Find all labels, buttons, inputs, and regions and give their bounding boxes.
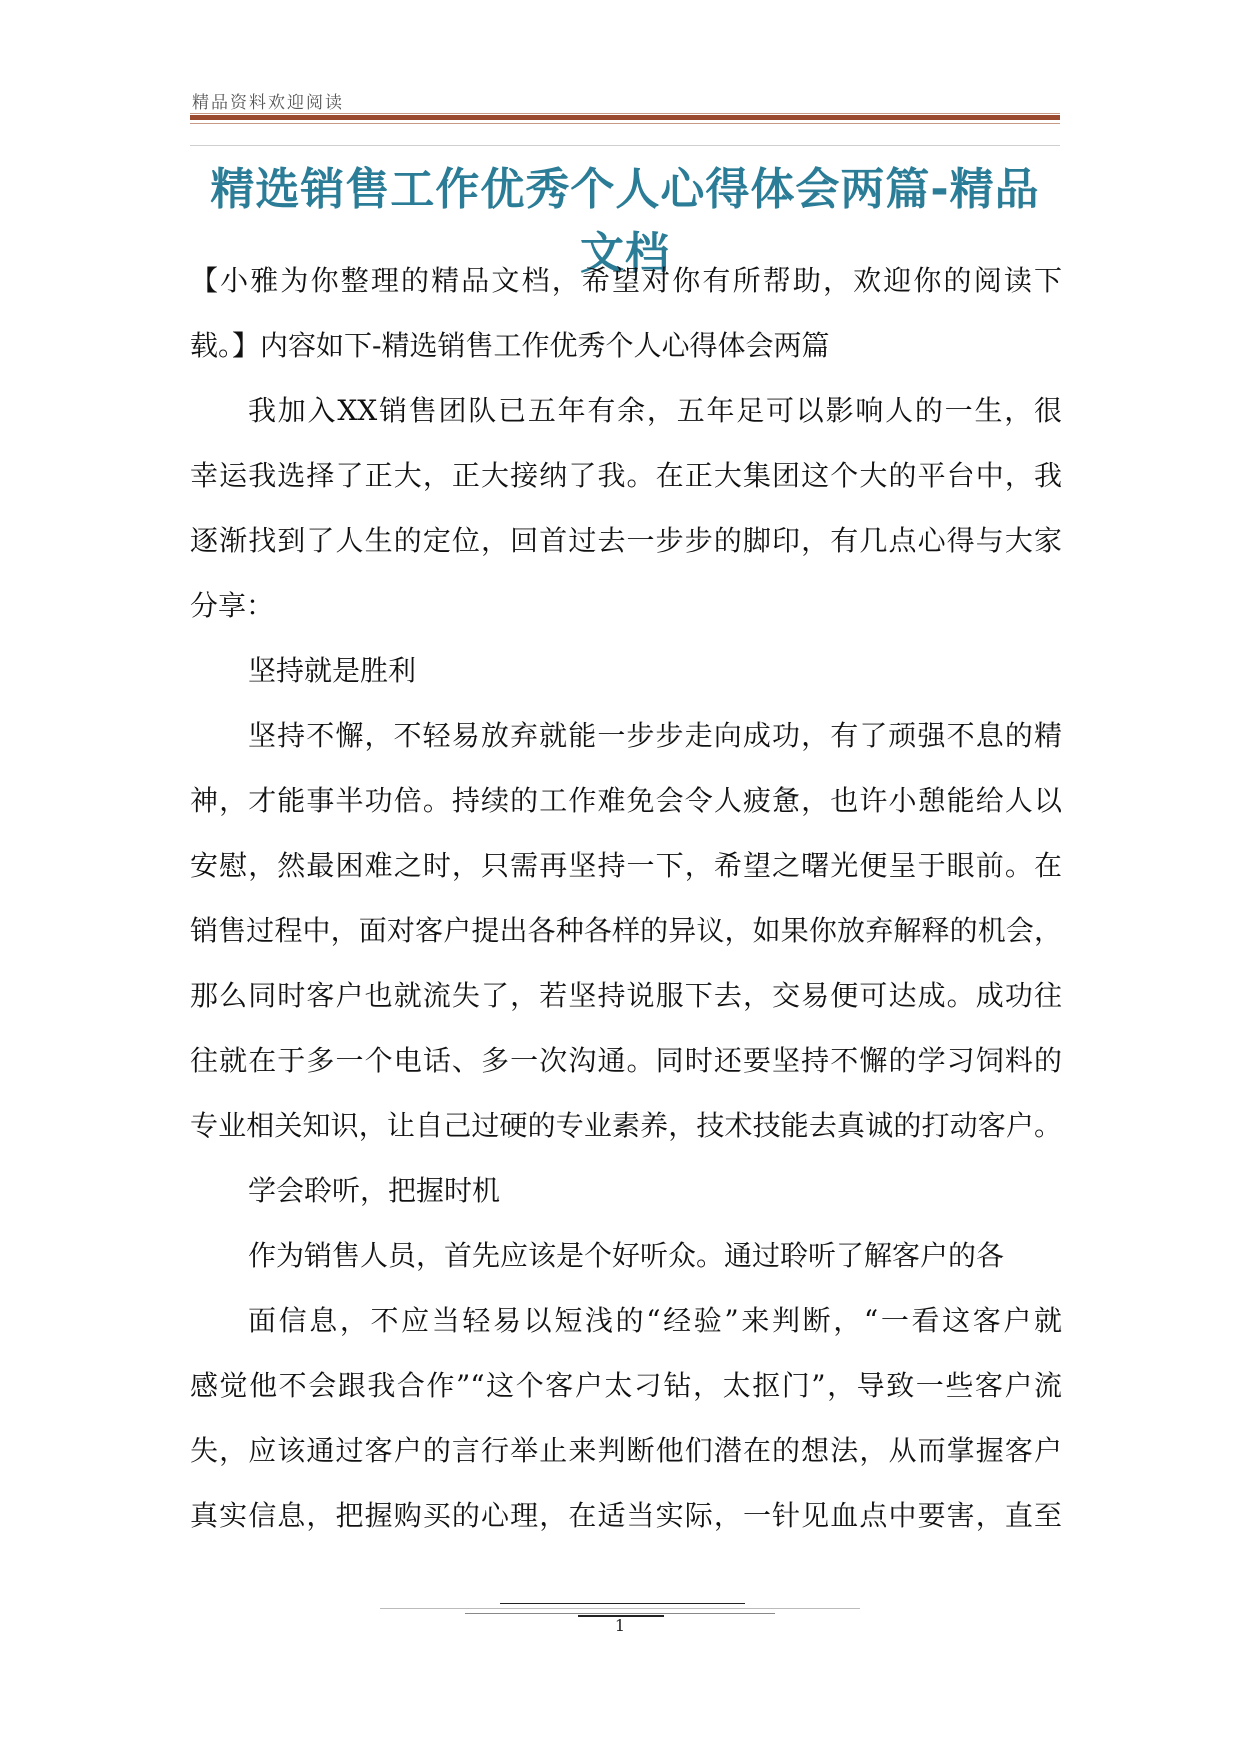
header-rule-thin-bottom (190, 123, 1060, 124)
paragraph-line: 幸运我选择了正大，正大接纳了我。在正大集团这个大的平台中，我 (190, 459, 1062, 492)
paragraph-line: 载。】内容如下-精选销售工作优秀个人心得体会两篇 (190, 329, 830, 362)
page-number: 1 (614, 1616, 626, 1635)
paragraph-line: 感觉他不会跟我合作”“这个客户太刁钻，太抠门”，导致一些客户流 (190, 1369, 1062, 1402)
document-title: 精选销售工作优秀个人心得体会两篇-精品文档 (210, 164, 1040, 279)
paragraph-line: 【小雅为你整理的精品文档，希望对你有所帮助，欢迎你的阅读下 (190, 264, 1062, 297)
header-text: 精品资料欢迎阅读 (192, 93, 344, 113)
paragraph-line: 销售过程中，面对客户提出各种各样的异议，如果你放弃解释的机会， (190, 914, 1062, 947)
paragraph-line: 作为销售人员，首先应该是个好听众。通过聆听了解客户的各 (248, 1239, 1005, 1272)
paragraph-line: 神，才能事半功倍。持续的工作难免会令人疲惫，也许小憩能给人以 (190, 784, 1062, 817)
paragraph-line: 专业相关知识，让自己过硬的专业素养，技术技能去真诚的打动客户。 (190, 1109, 1062, 1142)
footer-rule (500, 1603, 745, 1604)
footer-rule (380, 1608, 860, 1609)
header-rule-thick (190, 115, 1060, 120)
document-body (190, 248, 1062, 1548)
paragraph-line: 那么同时客户也就流失了，若坚持说服下去，交易便可达成。成功往 (190, 979, 1062, 1012)
footer-rule (465, 1613, 775, 1614)
paragraph-line: 分享： (190, 589, 275, 622)
paragraph-line: 面信息，不应当轻易以短浅的“经验”来判断，“一看这客户就 (248, 1304, 1062, 1337)
section-heading: 坚持就是胜利 (248, 654, 417, 687)
paragraph-line: 往就在于多一个电话、多一次沟通。同时还要坚持不懈的学习饲料的 (190, 1044, 1062, 1077)
section-heading: 学会聆听，把握时机 (248, 1174, 501, 1207)
paragraph-line: 坚持不懈，不轻易放弃就能一步步走向成功，有了顽强不息的精 (248, 719, 1062, 752)
paragraph-line: 真实信息，把握购买的心理，在适当实际，一针见血点中要害，直至 (190, 1499, 1062, 1532)
header-rule-thin-top (190, 113, 1060, 114)
footer-rules (380, 1590, 860, 1610)
paragraph-line: 逐渐找到了人生的定位，回首过去一步步的脚印，有几点心得与大家 (190, 524, 1062, 557)
paragraph-line: 失，应该通过客户的言行举止来判断他们潜在的想法，从而掌握客户 (190, 1434, 1062, 1467)
title-top-rule (190, 145, 1060, 146)
paragraph-line: 安慰，然最困难之时，只需再坚持一下，希望之曙光便呈于眼前。在 (190, 849, 1062, 882)
paragraph-line: 我加入XX销售团队已五年有余，五年足可以影响人的一生，很 (248, 394, 1062, 427)
